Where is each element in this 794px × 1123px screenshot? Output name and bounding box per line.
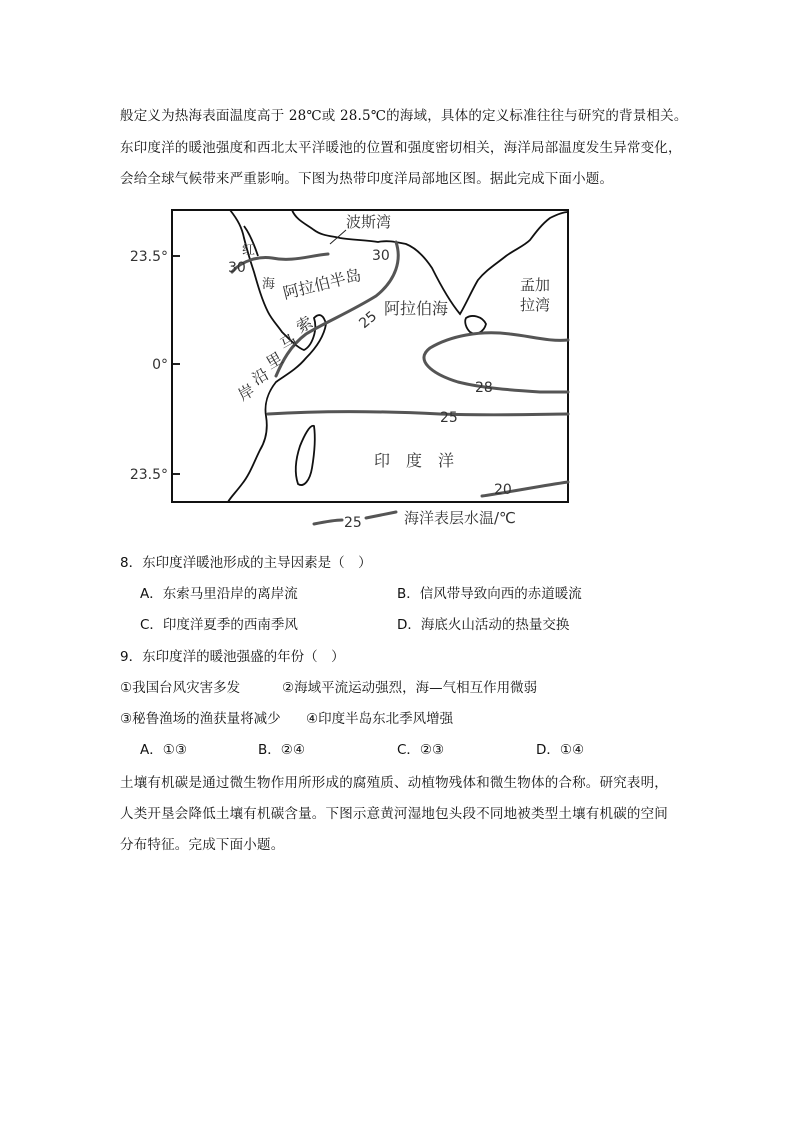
q8-option-b: B．信风带导致向西的赤道暖流 — [397, 586, 582, 602]
legend-value: 25 — [344, 515, 362, 531]
q8-option-c: C．印度洋夏季的西南季风 — [140, 617, 298, 633]
q9-statement-2: ②海域平流运动强烈，海—气相互作用微弱 — [282, 680, 538, 696]
label-persian-gulf: 波斯湾 — [346, 213, 392, 231]
outro-line-1: 土壤有机碳是通过微生物作用所形成的腐殖质、动植物残体和微生物体的合称。研究表明， — [120, 775, 668, 791]
isotherm-label-20: 20 — [494, 482, 512, 498]
label-arabian-peninsula: 阿拉伯半岛 — [280, 265, 364, 303]
lat-label-north: 23.5° — [129, 249, 168, 265]
q9-statement-3: ③秘鲁渔场的渔获量将减少 — [120, 711, 281, 727]
q9-option-c: C．②③ — [397, 742, 445, 758]
intro-line-1: 般定义为热海表面温度高于 28℃或 28.5℃的海域，具体的定义标准往往与研究的背景相关。 — [120, 108, 688, 124]
outro-line-3: 分布特征。完成下面小题。 — [120, 837, 285, 853]
q8-option-d: D．海底火山活动的热量交换 — [397, 617, 570, 633]
lat-label-equator: 0° — [152, 357, 168, 373]
indian-ocean-isotherm-map — [120, 200, 580, 535]
q9-option-a: A．①③ — [140, 742, 187, 758]
label-somali-3: 里 — [262, 348, 286, 373]
label-somali-1: 索 — [292, 312, 316, 337]
q8-option-a: A．东索马里沿岸的离岸流 — [140, 586, 298, 602]
isotherm-label-30-west: 30 — [228, 260, 246, 276]
label-arabian-sea: 阿拉伯海 — [384, 299, 449, 318]
label-bay-of-bengal-1: 孟加 — [520, 276, 551, 294]
label-red-sea-1: 红 — [242, 243, 256, 258]
q9-statement-4: ④印度半岛东北季风增强 — [306, 711, 454, 727]
q9-statement-1: ①我国台风灾害多发 — [120, 680, 241, 696]
label-red-sea-2: 海 — [262, 277, 276, 292]
label-somali-4: 沿 — [248, 364, 272, 389]
label-somali-5: 岸 — [234, 380, 258, 405]
lat-label-south: 23.5° — [129, 467, 168, 483]
label-indian-ocean: 印 度 洋 — [374, 451, 455, 470]
isotherm-label-25-south: 25 — [440, 410, 458, 426]
outro-line-2: 人类开垦会降低土壤有机碳含量。下图示意黄河湿地包头段不同地被类型土壤有机碳的空间 — [120, 806, 668, 822]
label-bay-of-bengal-2: 拉湾 — [520, 296, 551, 314]
q9-option-b: B．②④ — [258, 742, 305, 758]
isotherm-label-30-north: 30 — [372, 248, 390, 264]
q8-stem: 8．东印度洋暖池形成的主导因素是（ ） — [120, 555, 372, 571]
label-somali-2: 马 — [276, 330, 300, 355]
q9-stem: 9．东印度洋的暖池强盛的年份（ ） — [120, 649, 345, 665]
isotherm-label-25-arabian: 25 — [356, 308, 381, 332]
legend-label: 海洋表层水温/℃ — [404, 509, 516, 527]
q9-option-d: D．①④ — [536, 742, 585, 758]
intro-line-3: 会给全球气候带来严重影响。下图为热带印度洋局部地区图。据此完成下面小题。 — [120, 171, 614, 187]
isotherm-label-28: 28 — [475, 380, 493, 396]
intro-line-2: 东印度洋的暖池强度和西北太平洋暖池的位置和强度密切相关，海洋局部温度发生异常变化， — [120, 140, 682, 156]
